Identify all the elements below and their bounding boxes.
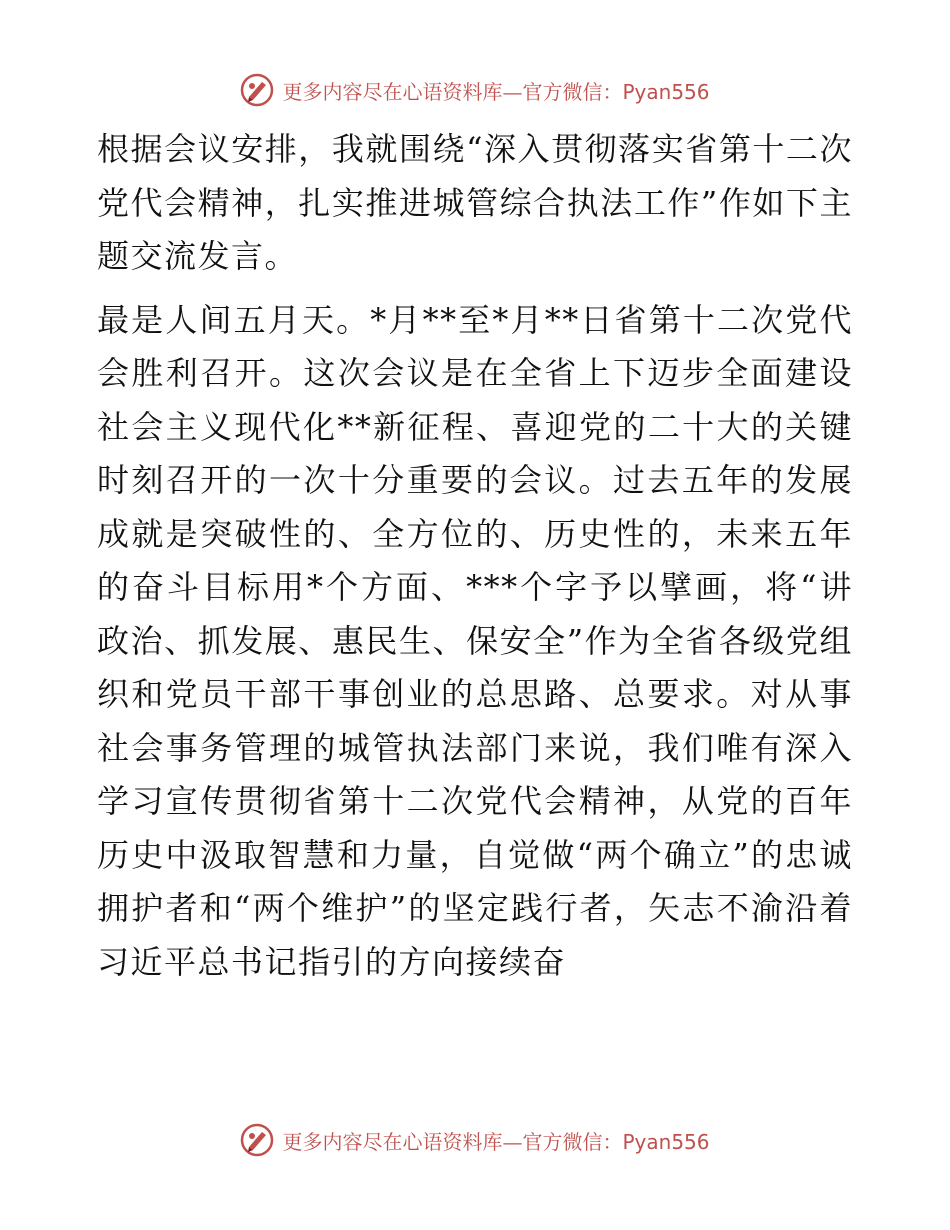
pen-logo-icon <box>240 1123 274 1157</box>
watermark-wechat-id: Pyan556 <box>622 1129 710 1154</box>
watermark-wechat-id: Pyan556 <box>622 79 710 104</box>
footer-watermark <box>0 1120 950 1160</box>
watermark-text: 更多内容尽在心语资料库—官方微信： <box>282 1129 623 1154</box>
watermark-text: 更多内容尽在心语资料库—官方微信： <box>282 79 623 104</box>
pen-logo-icon <box>240 73 274 107</box>
document-body <box>97 123 853 989</box>
paragraph-2: 最是人间五月天。*月**至*月**日省第十二次党代会胜利召开。这次会议是在全省上下迈步全面建设社会主义现代化**新征程、喜迎党的二十大的关键时刻召开的一次十分重要的会议。过去五年的发展成就是突破性的、全方位的、历史性的，未来五年的奋斗目标用*个方面、***个字予以擘画，将“讲政治、抓发展、惠民生、保安全”作为全省各级党组织和党员干部干事创业的总思路、总要求。对从事社会事务管理的城管执法部门来说，我们唯有深入学习宣传贯彻省第十二次党代会精神，从党的百年历史中汲取智慧和力量，自觉做“两个确立”的忠诚拥护者和“两个维护”的坚定践行者，矢志不渝沿着习近平总书记指引的方向接续奋 <box>97 300 853 981</box>
header-watermark <box>0 70 950 110</box>
paragraph-1: 根据会议安排，我就围绕“深入贯彻落实省第十二次党代会精神，扎实推进城管综合执法工作”作如下主题交流发言。 <box>97 130 853 275</box>
